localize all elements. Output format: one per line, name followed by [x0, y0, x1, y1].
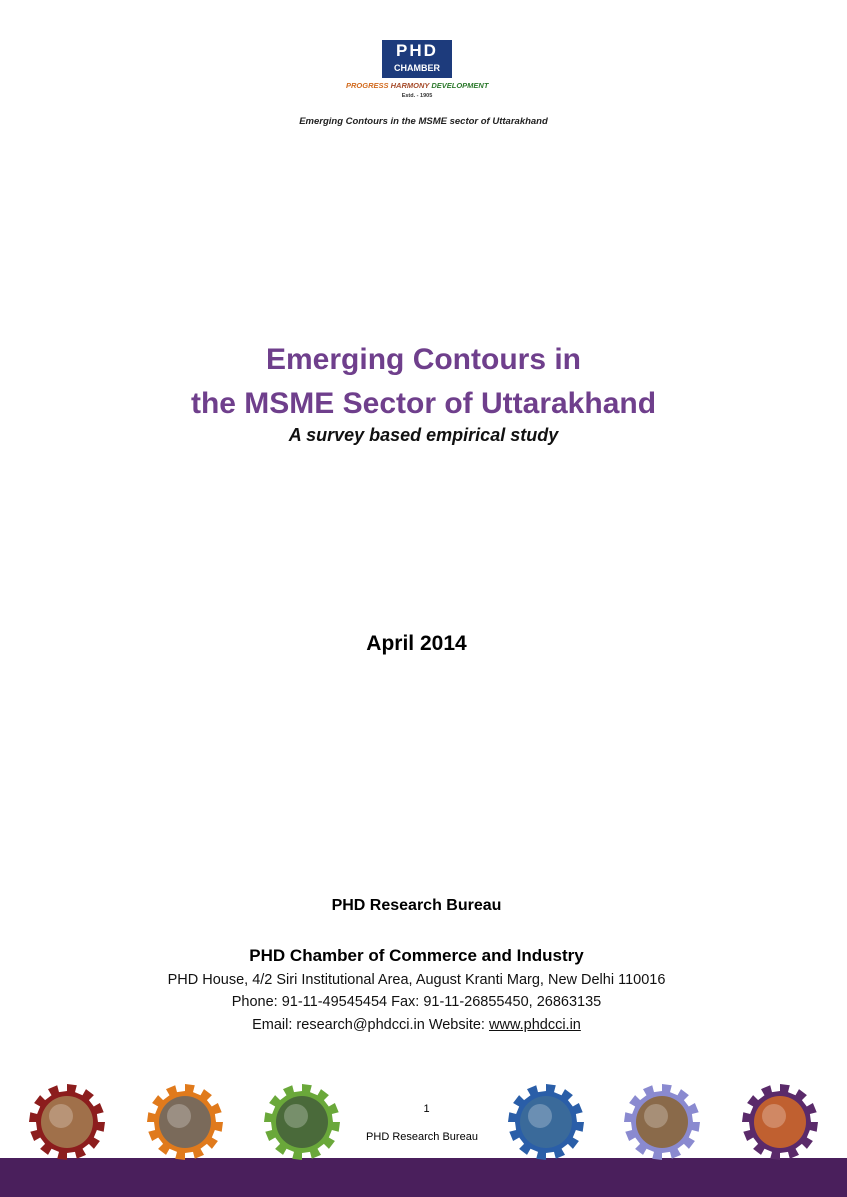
gear-spices-icon [622, 1082, 702, 1162]
gear-photo-highlight [528, 1104, 552, 1128]
website-link[interactable]: www.phdcci.in [489, 1017, 581, 1033]
gear-photo-highlight [284, 1104, 308, 1128]
chamber-name: PHD Chamber of Commerce and Industry [249, 946, 584, 965]
document-title [0, 338, 847, 426]
tagline-progress: PROGRESS [346, 81, 389, 90]
logo-tagline [346, 81, 488, 90]
phone-fax: Phone: 91-11-49545454 Fax: 91-11-26855450, 26863135 [231, 994, 602, 1010]
phd-chamber-logo [346, 40, 488, 102]
tagline-harmony: HARMONY [390, 81, 430, 90]
document-subtitle: A survey based empirical study [288, 425, 559, 445]
footer-band [0, 1158, 847, 1197]
logo-line1: PHD [396, 41, 438, 60]
address: PHD House, 4/2 Siri Institutional Area, August Kranti Marg, New Delhi 110016 [167, 972, 666, 988]
publication-date: April 2014 [366, 632, 467, 655]
gear-tools-icon [27, 1082, 107, 1162]
gear-svg-3 [506, 1082, 586, 1162]
gear-svg-4 [622, 1082, 702, 1162]
title-line-1: Emerging Contours in [266, 343, 581, 376]
gear-agriculture-icon [262, 1082, 342, 1162]
gear-svg-0 [27, 1082, 107, 1162]
gear-photo-highlight [644, 1104, 668, 1128]
gear-photo-highlight [49, 1104, 73, 1128]
footer-label: PHD Research Bureau [366, 1131, 478, 1143]
running-head: Emerging Contours in the MSME sector of Uttarakhand [299, 116, 548, 127]
email-text: Email: research@phdcci.in Website: [252, 1017, 489, 1033]
gear-photo-highlight [762, 1104, 786, 1128]
gear-svg-2 [262, 1082, 342, 1162]
gear-photo-highlight [167, 1104, 191, 1128]
gear-textiles-icon [506, 1082, 586, 1162]
gear-svg-1 [145, 1082, 225, 1162]
email-website [0, 1017, 833, 1033]
logo-line2: CHAMBER [394, 63, 440, 73]
gear-automobiles-icon [145, 1082, 225, 1162]
tagline-development: DEVELOPMENT [431, 81, 489, 90]
gear-manufacturing-icon [740, 1082, 820, 1162]
gear-svg-5 [740, 1082, 820, 1162]
logo-estd: Estd. - 1905 [401, 93, 433, 99]
page-number: 1 [423, 1103, 430, 1115]
research-bureau: PHD Research Bureau [331, 897, 502, 914]
logo-box [382, 40, 452, 78]
title-line-2: the MSME Sector of Uttarakhand [190, 387, 657, 420]
